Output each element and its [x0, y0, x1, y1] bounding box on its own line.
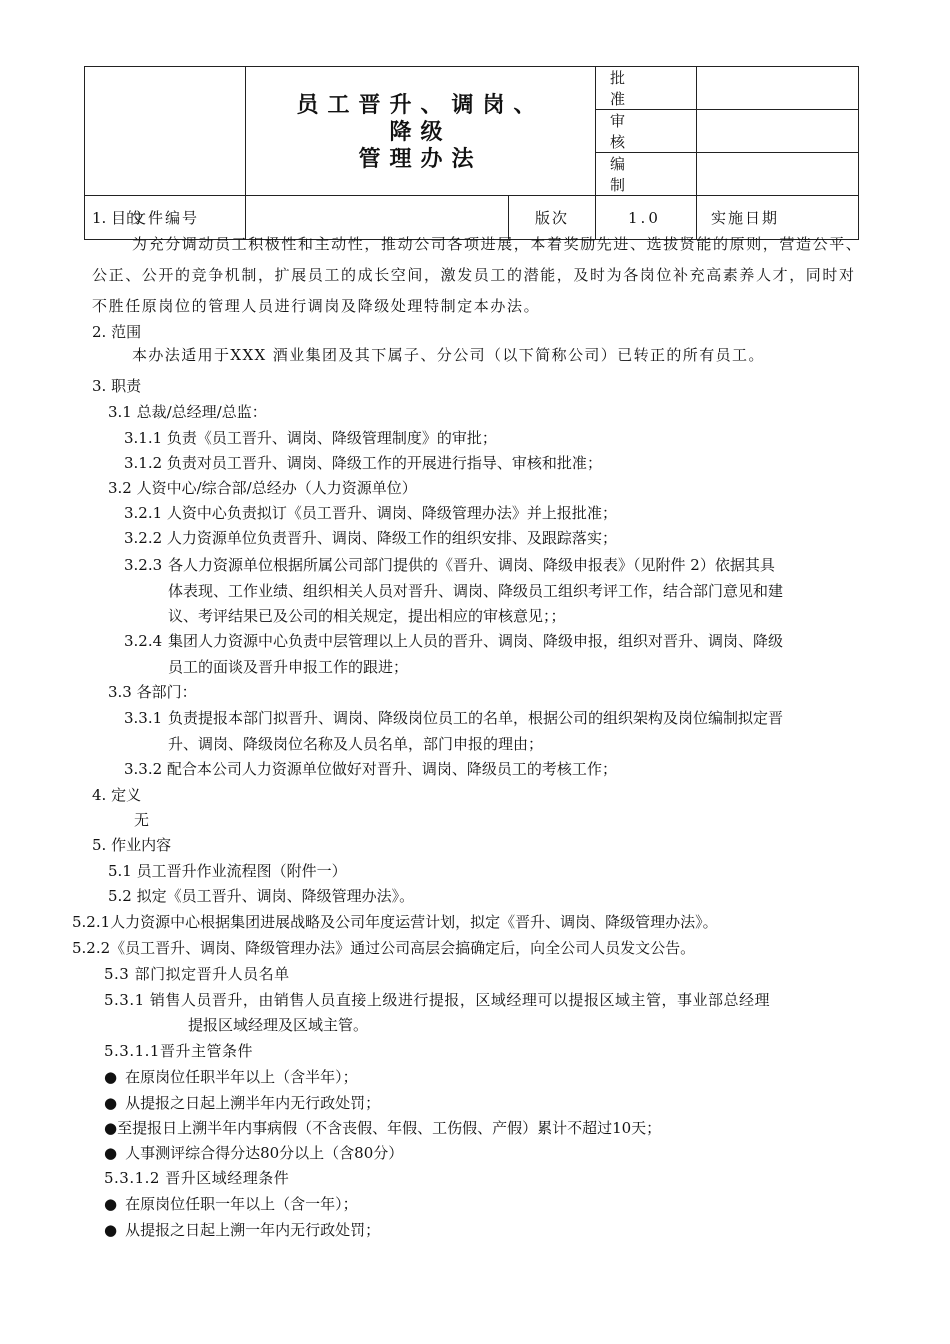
bullet-item	[104, 1067, 358, 1087]
section-3-3-1-line-2: 升、调岗、降级岗位名称及人员名单，部门申报的理由；	[168, 735, 544, 753]
section-3-2-2: 3.2.2 人力资源单位负责晋升、调岗、降级工作的组织安排、及跟踪落实；	[124, 529, 617, 547]
section-3-3: 3.3 各部门：	[108, 683, 197, 701]
section-3-2-3-number: 3.2.3	[124, 556, 163, 574]
section-5-3-1-line-2: 提报区域经理及区域主管。	[188, 1016, 369, 1034]
section-1-heading: 1. 目的	[92, 209, 142, 227]
section-3-2-3-line-2: 体表现、工作业绩、组织相关人员对晋升、调岗、降级员工组织考评工作，结合部门意见和建	[168, 582, 784, 600]
section-2-heading: 2. 范围	[92, 323, 142, 341]
section-3-2-3-line-3: 议、考评结果已及公司的相关规定，提出相应的审核意见；；	[168, 607, 566, 625]
review-label: 审 核	[596, 110, 697, 153]
bullet-text: 从提报之日起上溯半年内无行政处罚；	[125, 1094, 381, 1112]
review-value	[697, 110, 859, 153]
doc-no-label: 文件编号	[85, 196, 246, 240]
section-5-2-2: 5.2.2《员工晋升、调岗、降级管理办法》通过公司高层会搞确定后，向全公司人员发文公告。	[72, 939, 696, 957]
section-3-heading: 3. 职责	[92, 377, 142, 395]
bullet-icon: ●	[104, 1119, 118, 1137]
section-5-3-1-1: 5.3.1.1晋升主管条件	[104, 1042, 253, 1060]
section-3-3-2: 3.3.2 配合本公司人力资源单位做好对晋升、调岗、降级员工的考核工作；	[124, 760, 617, 778]
header-table	[84, 66, 859, 240]
section-5-2-1: 5.2.1人力资源中心根据集团进展战略及公司年度运营计划，拟定《晋升、调岗、降级管理办法》。	[72, 913, 718, 931]
section-5-3-1-line-1: 5.3.1 销售人员晋升，由销售人员直接上级进行提报，区域经理可以提报区域主管，事业部总经理	[104, 991, 770, 1009]
section-3-2-4-number: 3.2.4	[124, 632, 163, 650]
approve-value	[697, 67, 859, 110]
header-blank-cell	[85, 67, 246, 196]
section-3-2-4-line-1: 集团人力资源中心负责中层管理以上人员的晋升、调岗、降级申报，组织对晋升、调岗、降级	[168, 632, 784, 650]
approve-label: 批 准	[596, 67, 697, 110]
bullet-icon: ●	[104, 1221, 118, 1239]
section-5-3: 5.3 部门拟定晋升人员名单	[104, 965, 290, 983]
section-3-2-1: 3.2.1 人资中心负责拟订《员工晋升、调岗、降级管理办法》并上报批准；	[124, 504, 617, 522]
section-5-2: 5.2 拟定《员工晋升、调岗、降级管理办法》。	[108, 887, 415, 905]
section-3-1-1: 3.1.1 负责《员工晋升、调岗、降级管理制度》的审批；	[124, 429, 497, 447]
section-5-heading: 5. 作业内容	[92, 836, 172, 854]
section-4-heading: 4. 定义	[92, 786, 142, 804]
effective-date-label-text: 实施日期	[711, 209, 780, 227]
bullet-text: 至提报日上溯半年内事病假（不含丧假、年假、工伤假、产假）累计不超过10天；	[117, 1119, 662, 1137]
bullet-text: 在原岗位任职一年以上（含一年）；	[125, 1195, 358, 1213]
bullet-icon: ●	[104, 1195, 118, 1213]
bullet-text: 人事测评综合得分达80分以上（含80分）	[125, 1144, 404, 1162]
compile-label: 编 制	[596, 153, 697, 196]
title-cell	[246, 67, 596, 196]
section-1-body: 为充分调动员工积极性和主动性，推动公司各项进展，本着奖励先进、选拔贤能的原则，营造公平、公正、公开的竞争机制，扩展员工的成长空间，激发员工的潜能，及时为各岗位补充高素养人才，同时对不胜任原岗位的管理人员进行调岗及降级处理特制定本办法。	[92, 235, 863, 315]
section-5-3-1-2: 5.3.1.2 晋升区域经理条件	[104, 1169, 290, 1187]
section-3-3-1-number: 3.3.1	[124, 709, 163, 727]
section-3-2-3-line-1: 各人力资源单位根据所属公司部门提供的《晋升、调岗、降级申报表》（见附件 2）依据其具	[168, 556, 775, 574]
bullet-item	[104, 1093, 380, 1113]
version-label: 版次	[509, 196, 596, 240]
section-5-1: 5.1 员工晋升作业流程图（附件一）	[108, 862, 347, 880]
bullet-item	[104, 1118, 661, 1138]
document-title: 员工晋升、调岗、 降级 管理办法	[296, 92, 545, 172]
bullet-icon: ●	[104, 1144, 118, 1162]
section-2-body: 本办法适用于XXX 酒业集团及其下属子、分公司（以下简称公司）已转正的所有员工。	[132, 346, 765, 364]
version-value: 1.0	[596, 196, 697, 240]
compile-value	[697, 153, 859, 196]
section-3-2-4-line-2: 员工的面谈及晋升申报工作的跟进；	[168, 658, 409, 676]
bullet-item	[104, 1220, 380, 1240]
section-3-1-2: 3.1.2 负责对员工晋升、调岗、降级工作的开展进行指导、审核和批准；	[124, 454, 602, 472]
section-4-body: 无	[134, 811, 150, 829]
bullet-item	[104, 1143, 403, 1163]
section-3-3-1-line-1: 负责提报本部门拟晋升、调岗、降级岗位员工的名单，根据公司的组织架构及岗位编制拟定晋	[168, 709, 784, 727]
section-3-1: 3.1 总裁/总经理/总监：	[108, 403, 267, 421]
section-3-2: 3.2 人资中心/综合部/总经办（人力资源单位）	[108, 479, 417, 497]
bullet-icon: ●	[104, 1094, 118, 1112]
bullet-item	[104, 1194, 358, 1214]
bullet-icon: ●	[104, 1068, 118, 1086]
bullet-text: 从提报之日起上溯一年内无行政处罚；	[125, 1221, 381, 1239]
bullet-text: 在原岗位任职半年以上（含半年）；	[125, 1068, 358, 1086]
